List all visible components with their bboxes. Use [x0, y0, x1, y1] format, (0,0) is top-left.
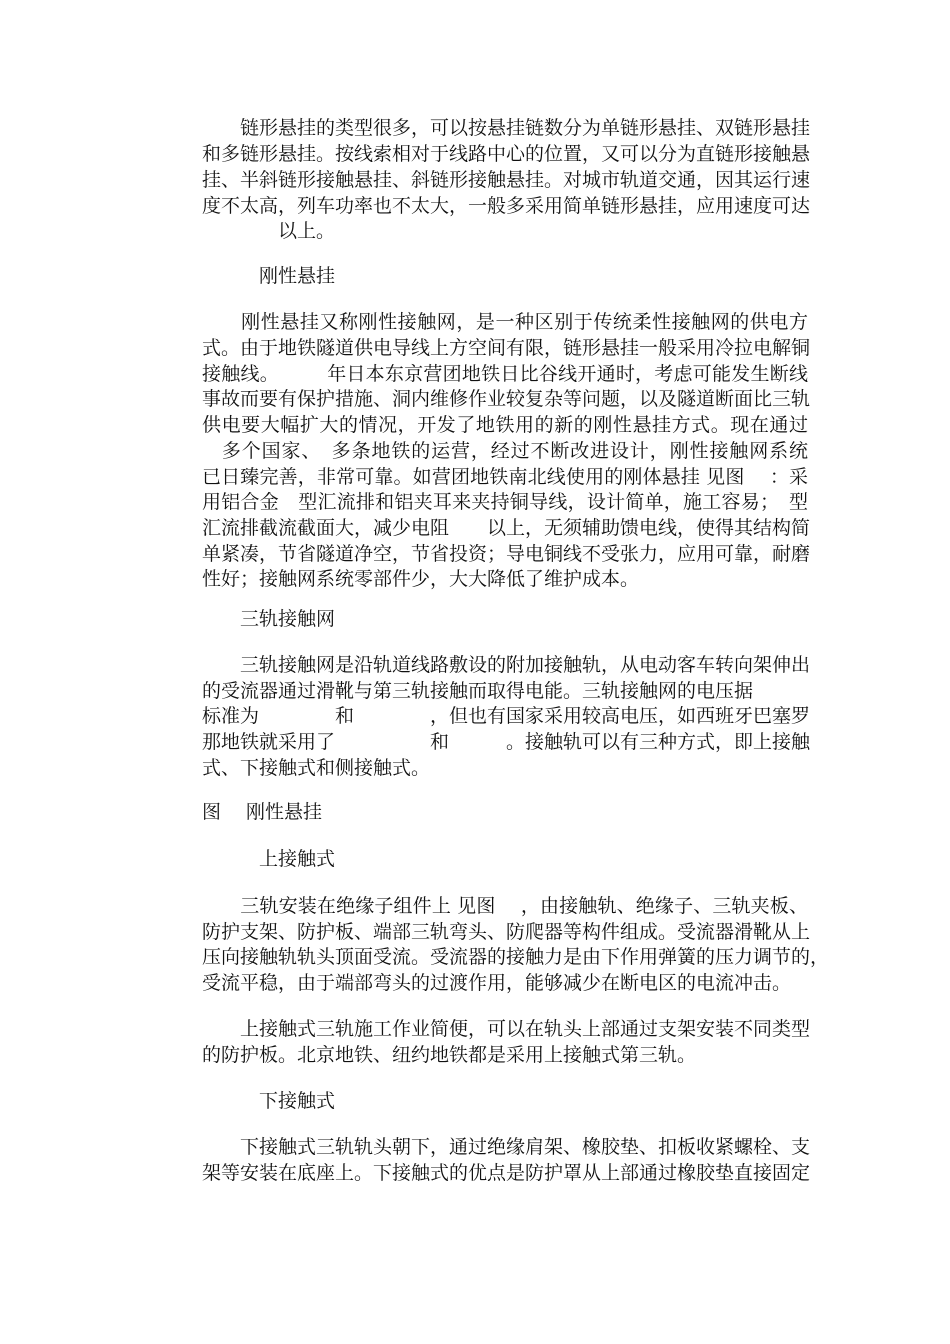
para2-line: 接触线。 年日本东京营团地铁日比谷线开通时，考虑可能发生断线	[202, 363, 808, 385]
para5-line: 上接触式三轨施工作业简便，可以在轨头上部通过支架安装不同类型	[202, 1018, 811, 1040]
para2-line: 刚性悬挂又称刚性接触网，是一种区别于传统柔性接触网的供电方	[202, 311, 808, 333]
para2-line: 用铝合金 型汇流排和铝夹耳来夹持铜导线，设计简单，施工容易； 型	[202, 491, 808, 513]
para3-line: 式、下接触式和侧接触式。	[202, 757, 431, 779]
para4-line: 三轨安装在绝缘子组件上 见图 ，由接触轨、绝缘子、三轨夹板、	[202, 895, 808, 917]
para2-line: 供电要大幅扩大的情况，开发了地铁用的新的刚性悬挂方式。现在通过	[202, 414, 808, 436]
para6-line: 架等安装在底座上。下接触式的优点是防护罩从上部通过橡胶垫直接固定	[202, 1162, 811, 1184]
para5-line: 的防护板。北京地铁、纽约地铁都是采用上接触式第三轨。	[202, 1044, 697, 1066]
figure-caption: 图 刚性悬挂	[202, 801, 323, 823]
para3-line: 三轨接触网是沿轨道线路敷设的附加接触轨，从电动客车转向架伸出	[202, 654, 811, 676]
para1-line: 和多链形悬挂。按线索相对于线路中心的位置，又可以分为直链形接触悬	[202, 143, 811, 165]
section-heading: 三轨接触网	[202, 608, 336, 630]
para2-line: 单紧凑，节省隧道净空，节省投资；导电铜线不受张力，应用可靠，耐磨	[202, 543, 811, 565]
para1-line: 以上。	[202, 220, 336, 242]
para2-line: 式。由于地铁隧道供电导线上方空间有限，链形悬挂一般采用冷拉电解铜	[202, 337, 811, 359]
para4-line: 防护支架、防护板、端部三轨弯头、防爬器等构件组成。受流器滑靴从上	[202, 921, 811, 943]
section-heading: 下接触式	[202, 1090, 336, 1112]
para3-line: 的受流器通过滑靴与第三轨接触而取得电能。三轨接触网的电压据	[202, 680, 754, 702]
para4-line: 受流平稳，由于端部弯头的过渡作用，能够减少在断电区的电流冲击。	[202, 972, 792, 994]
para2-line: 多个国家、 多条地铁的运营，经过不断改进设计，刚性接触网系统	[202, 440, 808, 462]
para1-line: 度不太高，列车功率也不太大，一般多采用简单链形悬挂，应用速度可达	[202, 195, 811, 217]
para1-line: 链形悬挂的类型很多，可以按悬挂链数分为单链形悬挂、双链形悬挂	[202, 117, 811, 139]
para2-line: 已日臻完善，非常可靠。如营团地铁南北线使用的刚体悬挂 见图 ：采	[202, 466, 808, 488]
section-heading: 上接触式	[202, 848, 336, 870]
para3-line: 标准为 和 ，但也有国家采用较高电压，如西班牙巴塞罗	[202, 705, 811, 727]
para3-line: 那地铁就采用了 和 。接触轨可以有三种方式，即上接触	[202, 731, 811, 753]
para2-line: 事故而要有保护措施、洞内维修作业较复杂等问题，以及隧道断面比三轨	[202, 388, 811, 410]
para2-line: 汇流排截流截面大，减少电阻 以上，无须辅助馈电线，使得其结构简	[202, 517, 811, 539]
para6-line: 下接触式三轨轨头朝下，通过绝缘肩架、橡胶垫、扣板收紧螺栓、支	[202, 1136, 811, 1158]
para2-line: 性好；接触网系统零部件少，大大降低了维护成本。	[202, 568, 640, 590]
para4-line: 压向接触轨轨头顶面受流。受流器的接触力是由下作用弹簧的压力调节的，	[202, 946, 830, 968]
section-heading: 刚性悬挂	[202, 265, 336, 287]
para1-line: 挂、半斜链形接触悬挂、斜链形接触悬挂。对城市轨道交通，因其运行速	[202, 169, 811, 191]
